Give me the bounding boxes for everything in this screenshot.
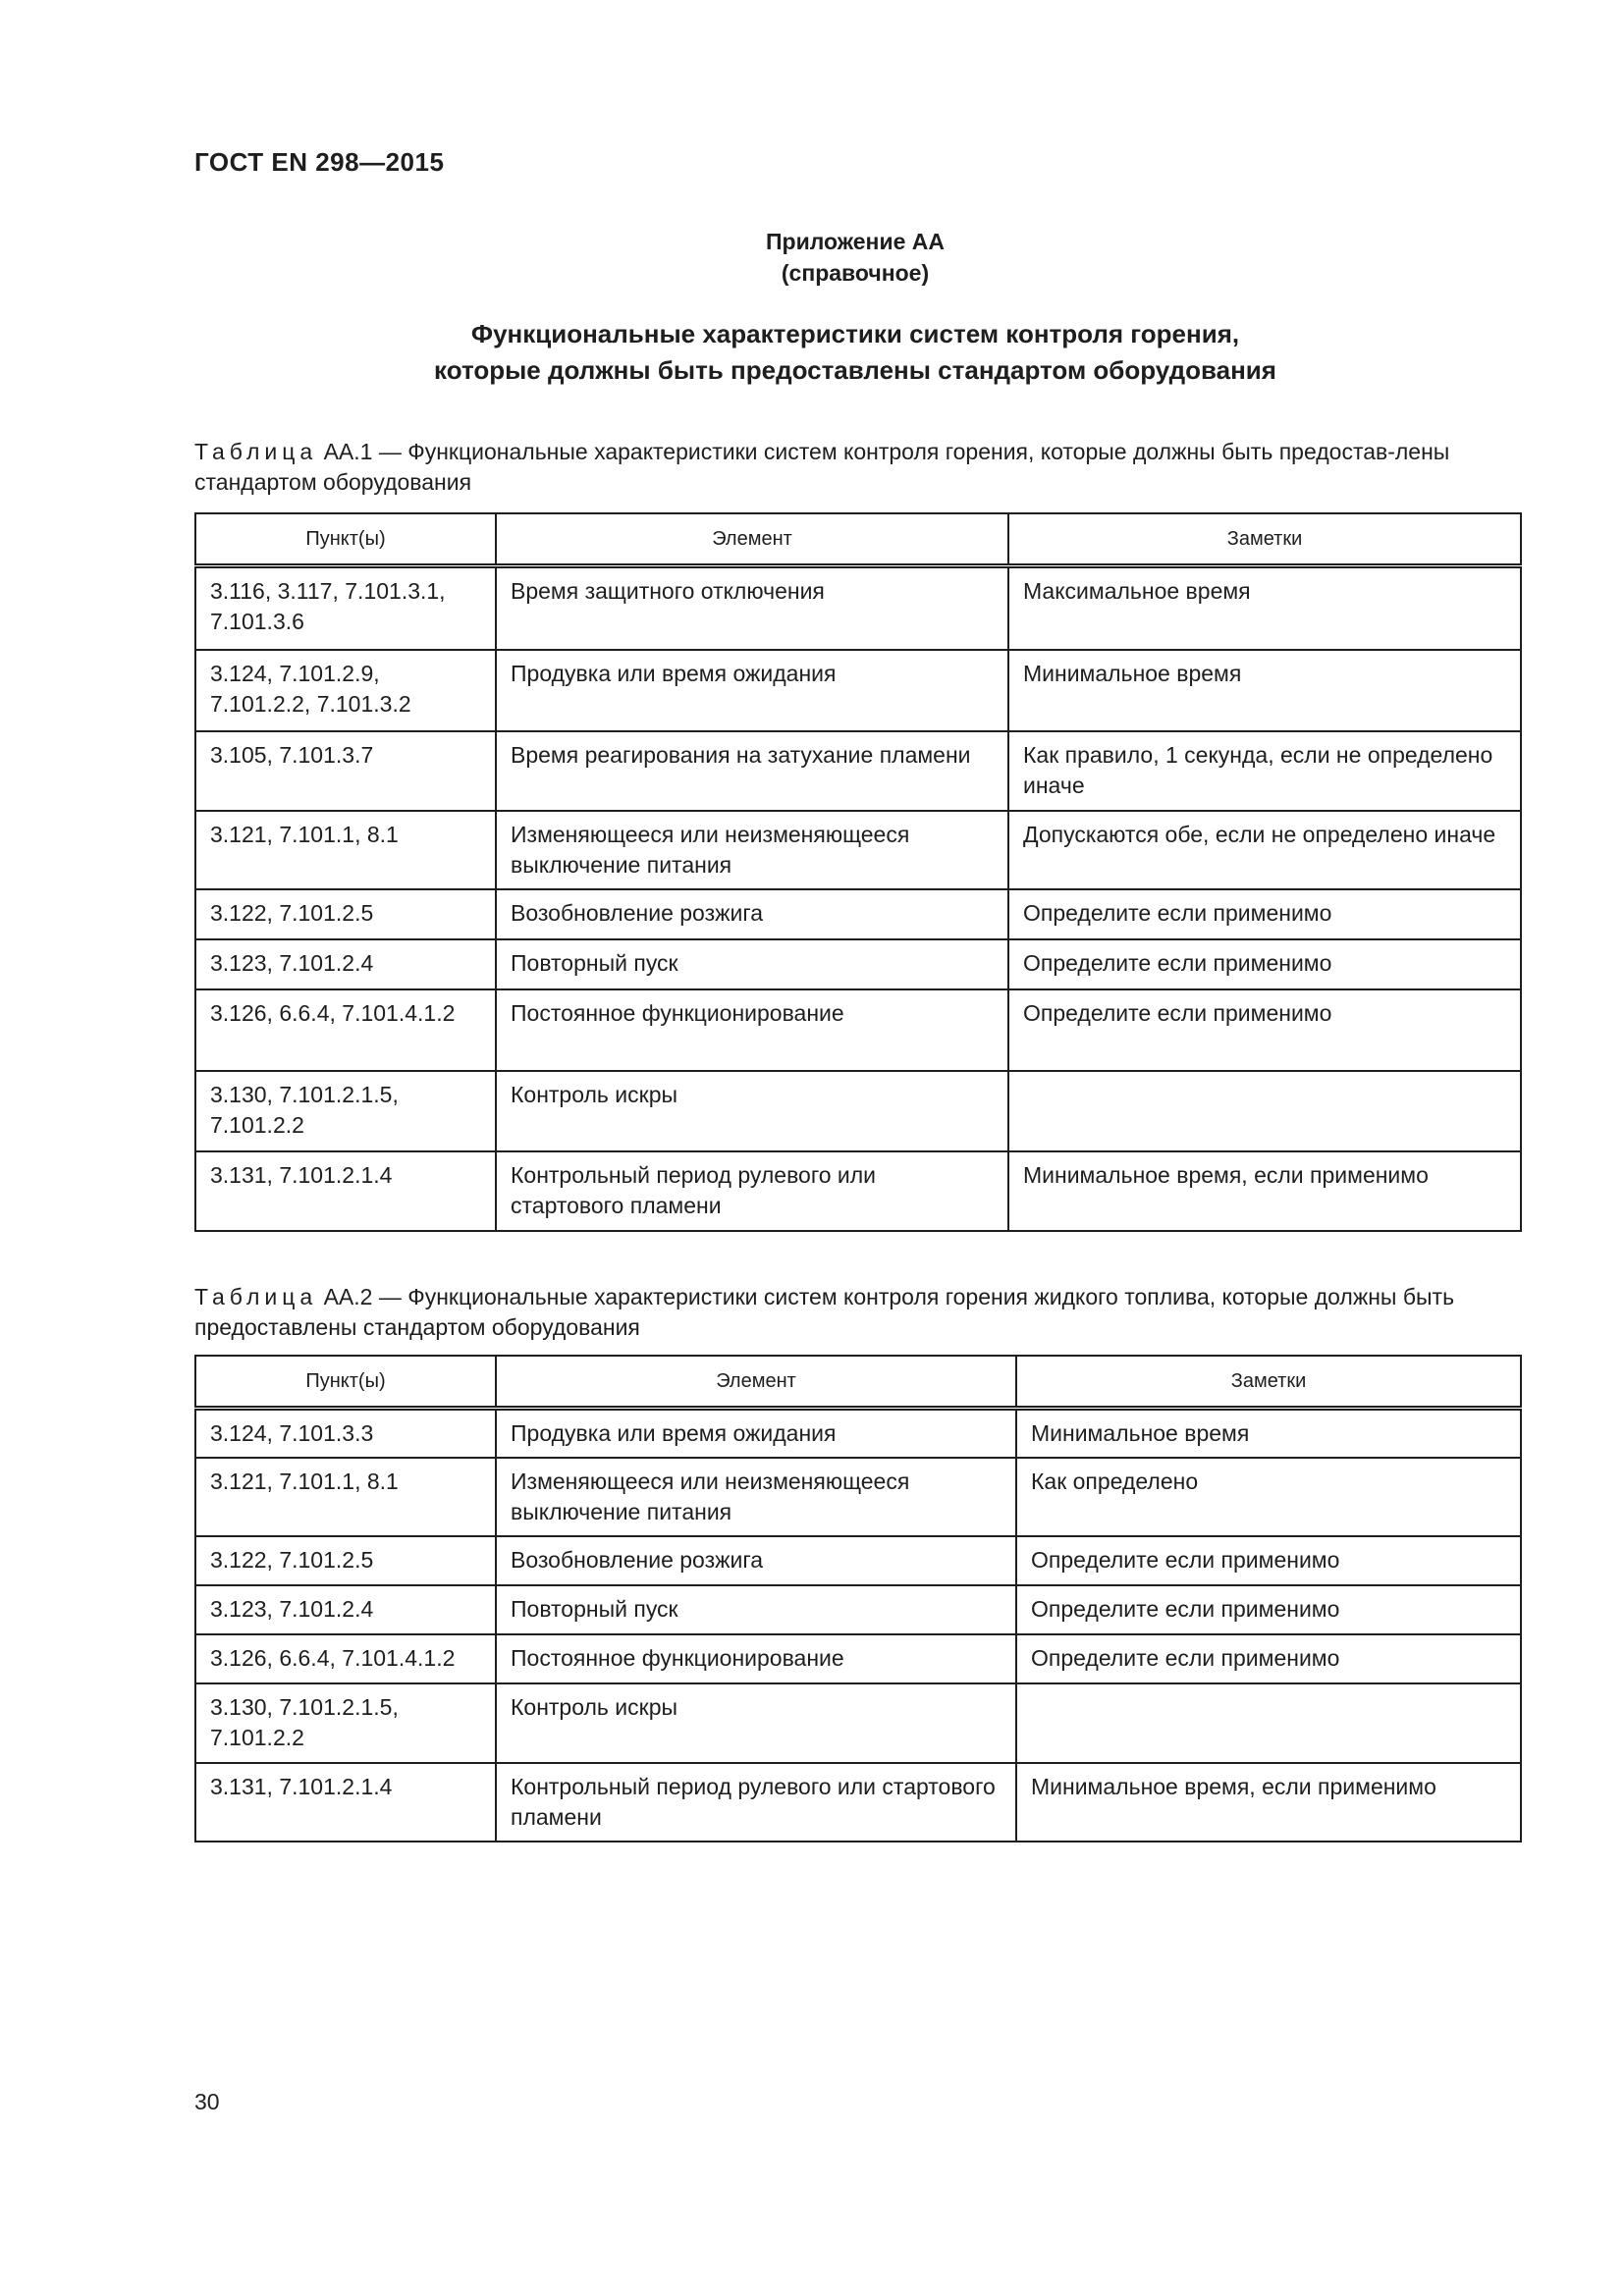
table-cell-items: 3.122, 7.101.2.5 xyxy=(195,889,496,939)
table-row xyxy=(195,566,1521,650)
table-2 xyxy=(194,1355,1522,1842)
table-cell-items: 3.121, 7.101.1, 8.1 xyxy=(195,1458,496,1536)
table-row xyxy=(195,731,1521,811)
annex-title: Приложение АА xyxy=(765,229,945,254)
table-cell-element: Возобновление розжига xyxy=(496,1536,1016,1585)
table-2-header-notes: Заметки xyxy=(1016,1356,1521,1409)
table-row xyxy=(195,939,1521,989)
table-2-header-element: Элемент xyxy=(496,1356,1016,1409)
table-cell-element: Время защитного отключения xyxy=(496,566,1008,650)
table-2-caption-word: Таблица xyxy=(194,1284,318,1309)
table-cell-notes: Допускаются обе, если не определено иначе xyxy=(1008,811,1521,889)
table-cell-notes xyxy=(1008,1071,1521,1151)
table-cell-notes: Максимальное время xyxy=(1008,566,1521,650)
table-cell-element: Изменяющееся или неизменяющееся выключение питания xyxy=(496,811,1008,889)
table-row xyxy=(195,989,1521,1071)
table-2-caption xyxy=(194,1282,1520,1343)
document-code: ГОСТ EN 298—2015 xyxy=(194,147,445,177)
table-1-caption xyxy=(194,437,1520,498)
annex-subtitle: (справочное) xyxy=(781,260,930,286)
table-1-caption-text: АА.1 — Функциональные характеристики систем контроля горения, которые должны быть предостав-лены стандартом оборудования xyxy=(194,439,1450,495)
table-cell-element: Продувка или время ожидания xyxy=(496,1409,1016,1458)
table-cell-items: 3.121, 7.101.1, 8.1 xyxy=(195,811,496,889)
page-number: 30 xyxy=(194,2089,220,2114)
table-cell-element: Повторный пуск xyxy=(496,939,1008,989)
table-cell-notes: Определите если применимо xyxy=(1008,889,1521,939)
table-2-caption-text: АА.2 — Функциональные характеристики систем контроля горения жидкого топлива, которые должны быть предоставлены стандартом оборудования xyxy=(194,1284,1455,1340)
table-row xyxy=(195,650,1521,731)
table-cell-element: Контроль искры xyxy=(496,1683,1016,1763)
table-cell-notes: Минимальное время xyxy=(1008,650,1521,731)
table-cell-notes: Определите если применимо xyxy=(1016,1536,1521,1585)
table-2-header-row xyxy=(195,1356,1521,1409)
table-cell-items: 3.124, 7.101.3.3 xyxy=(195,1409,496,1458)
table-row xyxy=(195,1458,1521,1536)
table-cell-items: 3.124, 7.101.2.9, 7.101.2.2, 7.101.3.2 xyxy=(195,650,496,731)
table-row xyxy=(195,889,1521,939)
table-cell-items: 3.130, 7.101.2.1.5, 7.101.2.2 xyxy=(195,1071,496,1151)
table-cell-items: 3.130, 7.101.2.1.5, 7.101.2.2 xyxy=(195,1683,496,1763)
table-row xyxy=(195,1071,1521,1151)
table-cell-element: Продувка или время ожидания xyxy=(496,650,1008,731)
annex-heading-line-2: которые должны быть предоставлены стандартом оборудования xyxy=(434,355,1276,385)
table-cell-notes: Определите если применимо xyxy=(1016,1585,1521,1634)
table-cell-items: 3.122, 7.101.2.5 xyxy=(195,1536,496,1585)
table-row xyxy=(195,1634,1521,1683)
annex-heading-line-1: Функциональные характеристики систем контроля горения, xyxy=(470,319,1240,348)
table-cell-notes: Определите если применимо xyxy=(1008,989,1521,1071)
table-cell-element: Постоянное функционирование xyxy=(496,1634,1016,1683)
table-cell-items: 3.126, 6.6.4, 7.101.4.1.2 xyxy=(195,989,496,1071)
table-cell-element: Время реагирования на затухание пламени xyxy=(496,731,1008,811)
table-cell-element: Изменяющееся или неизменяющееся выключение питания xyxy=(496,1458,1016,1536)
table-cell-notes xyxy=(1016,1683,1521,1763)
table-cell-notes: Минимальное время, если применимо xyxy=(1008,1151,1521,1231)
table-row xyxy=(195,1763,1521,1842)
table-row xyxy=(195,811,1521,889)
table-row xyxy=(195,1536,1521,1585)
table-row xyxy=(195,1409,1521,1458)
table-cell-items: 3.116, 3.117, 7.101.3.1, 7.101.3.6 xyxy=(195,566,496,650)
annex-header xyxy=(0,226,1624,289)
table-cell-items: 3.123, 7.101.2.4 xyxy=(195,1585,496,1634)
table-2-header-items: Пункт(ы) xyxy=(195,1356,496,1409)
table-cell-items: 3.131, 7.101.2.1.4 xyxy=(195,1151,496,1231)
table-cell-items: 3.126, 6.6.4, 7.101.4.1.2 xyxy=(195,1634,496,1683)
table-1-header-notes: Заметки xyxy=(1008,513,1521,566)
table-1-header-items: Пункт(ы) xyxy=(195,513,496,566)
table-cell-element: Постоянное функционирование xyxy=(496,989,1008,1071)
annex-heading xyxy=(0,316,1624,389)
table-cell-element: Повторный пуск xyxy=(496,1585,1016,1634)
table-cell-items: 3.123, 7.101.2.4 xyxy=(195,939,496,989)
table-1-header-element: Элемент xyxy=(496,513,1008,566)
table-row xyxy=(195,1585,1521,1634)
table-1-header-row xyxy=(195,513,1521,566)
table-row xyxy=(195,1151,1521,1231)
table-cell-notes: Как определено xyxy=(1016,1458,1521,1536)
table-row xyxy=(195,1683,1521,1763)
table-cell-items: 3.105, 7.101.3.7 xyxy=(195,731,496,811)
table-1-caption-word: Таблица xyxy=(194,439,318,464)
table-cell-element: Контрольный период рулевого или стартового пламени xyxy=(496,1151,1008,1231)
table-cell-notes: Минимальное время xyxy=(1016,1409,1521,1458)
table-cell-element: Контрольный период рулевого или стартового пламени xyxy=(496,1763,1016,1842)
table-cell-element: Контроль искры xyxy=(496,1071,1008,1151)
table-cell-notes: Определите если применимо xyxy=(1008,939,1521,989)
table-cell-element: Возобновление розжига xyxy=(496,889,1008,939)
table-cell-notes: Как правило, 1 секунда, если не определено иначе xyxy=(1008,731,1521,811)
table-cell-notes: Определите если применимо xyxy=(1016,1634,1521,1683)
table-cell-notes: Минимальное время, если применимо xyxy=(1016,1763,1521,1842)
table-1 xyxy=(194,512,1522,1232)
table-cell-items: 3.131, 7.101.2.1.4 xyxy=(195,1763,496,1842)
